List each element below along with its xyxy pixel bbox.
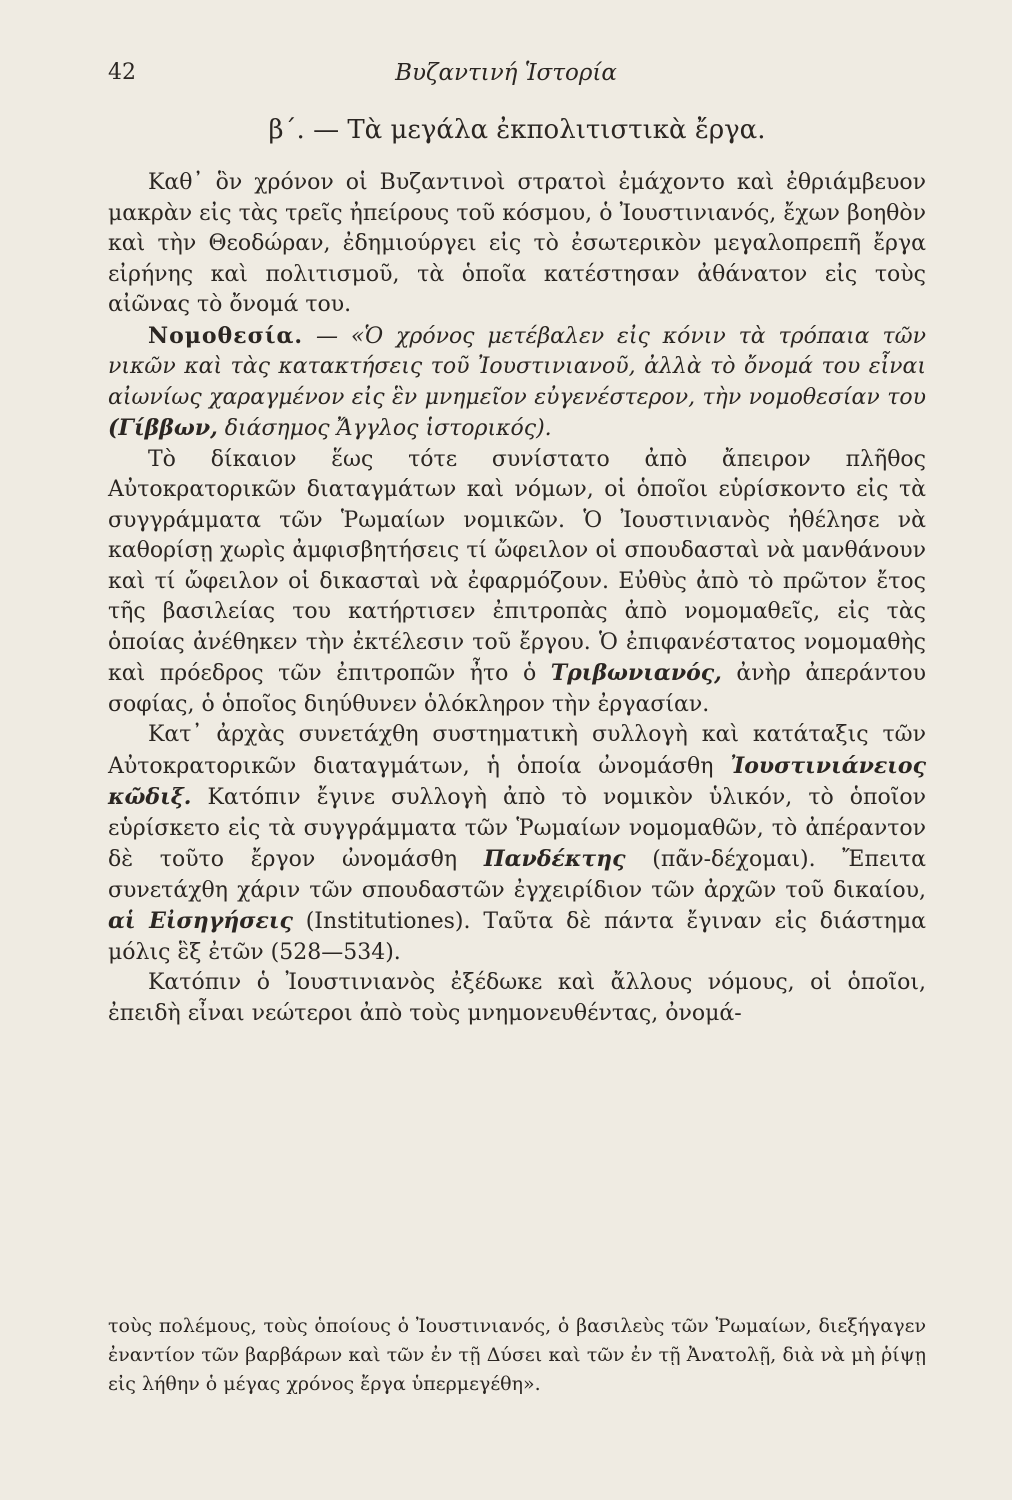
codex-text-d: (Institutiones). Ταῦτα δὲ πάντα ἔγιναν εἰς διάστημα μόλις ἓξ ἐτῶν (528—534). [108,909,926,965]
page-number: 42 [108,60,136,85]
running-title: Βυζαντινή Ἱστορία [395,60,617,86]
page-body [108,108,926,1029]
institutiones-term: αἱ Εἰσηγήσεις [108,908,293,934]
commission-text: Τὸ δίκαιον ἕως τότε συνίστατο ἀπὸ ἄπειρον πλῆθος Αὐτοκρατορικῶν διαταγμάτων καὶ νόμων, οἱ ὁποῖοι εὑρίσκοντο εἰς τὰ συγγράμματα τῶν Ῥωμαίων νομικῶν. Ὁ Ἰουστινιανὸς ἠθέλησε νὰ καθορίσῃ χωρὶς ἀμφισβητήσεις τί ὤφειλον οἱ σπουδασταὶ νὰ μανθάνουν καὶ τί ὤφειλον οἱ δικασταὶ νὰ ἐφαρμόζουν. Εὐθὺς ἀπὸ τὸ πρῶτον ἔτος τῆς βασιλείας του κατήρτισεν ἐπιτροπὰς ἀπὸ νομομαθεῖς, εἰς τὰς ὁποίας ἀνέθηκεν τὴν ἐκτέλεσιν τοῦ ἔργου. Ὁ ἐπιφανέστατος νομομαθὴς καὶ πρόεδρος τῶν ἐπιτροπῶν ἦτο ὁ [108,446,926,686]
footnote: τοὺς πολέμους, τοὺς ὁποίους ὁ Ἰουστινιανός, ὁ βασιλεὺς τῶν Ῥωμαίων, διεξήγαγεν ἐναντίον τῶν βαρβάρων καὶ τῶν ἐν τῇ Δύσει καὶ τῶν ἐν τῇ Ἀνατολῇ, διὰ νὰ μὴ ῥίψῃ εἰς λήθην ὁ μέγας χρόνος ἔργα ὑπερμεγέθη». [108,1315,926,1395]
page-header [0,52,1012,92]
tribonian-name: Τριβωνιανός, [550,660,722,686]
paragraph-legislation [108,321,926,445]
legislation-heading: Νομοθεσία. [148,322,304,349]
codex-text-c: (πᾶν-δέχομαι). Ἔπειτα συνετάχθη χάριν τῶν σπουδαστῶν ἐγχειρίδιον τῶν ἀρχῶν τοῦ δικαίου, [108,847,926,903]
paragraph-novellae: Κατόπιν ὁ Ἰουστινιανὸς ἐξέδωκε καὶ ἄλλους νόμους, οἱ ὁποῖοι, ἐπειδὴ εἶναι νεώτεροι ἀπὸ τοὺς μνημονευθέντας, ὀνομά- [108,970,926,1026]
gibbon-description: διάσημος Ἄγγλος ἱστορικός). [217,416,552,441]
codex-term: Ἰουστινιάνειος κῶδιξ. [108,752,926,810]
paragraph-law-commission [108,445,926,721]
codex-text-b: Κατόπιν ἔγινε συλλογὴ ἀπὸ τὸ νομικὸν ὑλικόν, τὸ ὁποῖον εὑρίσκετο εἰς τὰ συγγράμματα τῶν Ῥωμαίων νομομαθῶν, τὸ ἀπέραντον δὲ τοῦτο ἔργον ὠνομάσθη [108,785,926,872]
pandects-term: Πανδέκτης [483,846,626,872]
gibbon-quote: — «Ὁ χρόνος μετέβαλεν εἰς κόνιν τὰ τρόπαια τῶν νικῶν καὶ τὰς κατακτήσεις τοῦ Ἰουστινιανοῦ, ἀλλὰ τὸ ὄνομά του εἶναι αἰωνίως χαραγμένον εἰς ἓν μνημεῖον εὐγενέστερον, τὴν νομοθεσίαν του [108,323,926,410]
gibbon-name: (Γίββων, [108,415,218,441]
paragraph-intro: Καθ᾽ ὃν χρόνον οἱ Βυζαντινοὶ στρατοὶ ἐμάχοντο καὶ ἐθριάμβευον μακρὰν εἰς τὰς τρεῖς ἠπείρους τοῦ κόσμου, ὁ Ἰουστινιανός, ἔχων βοηθὸν καὶ τὴν Θεοδώραν, ἐδημιούργει εἰς τὸ ἐσωτερικὸν μεγαλοπρεπῆ ἔργα εἰρήνης καὶ πολιτισμοῦ, τὰ ὁποῖα κατέστησαν ἀθάνατον εἰς τοὺς αἰῶνας τὸ ὄνομά του. [108,170,926,317]
tribonian-description: ἀνὴρ ἀπεράντου σοφίας, ὁ ὁποῖος διηύθυνεν ὁλόκληρον τὴν ἐργασίαν. [108,661,927,717]
section-heading: β΄. — Τὰ μεγάλα ἐκπολιτιστικὰ ἔργα. [268,115,766,145]
codex-text-a: Κατ᾽ ἀρχὰς συνετάχθη συστηματικὴ συλλογὴ καὶ κατάταξις τῶν Αὐτοκρατορικῶν διαταγμάτων, ἡ ὁποία ὠνομάσθη [108,722,926,779]
paragraph-codex [108,720,926,968]
